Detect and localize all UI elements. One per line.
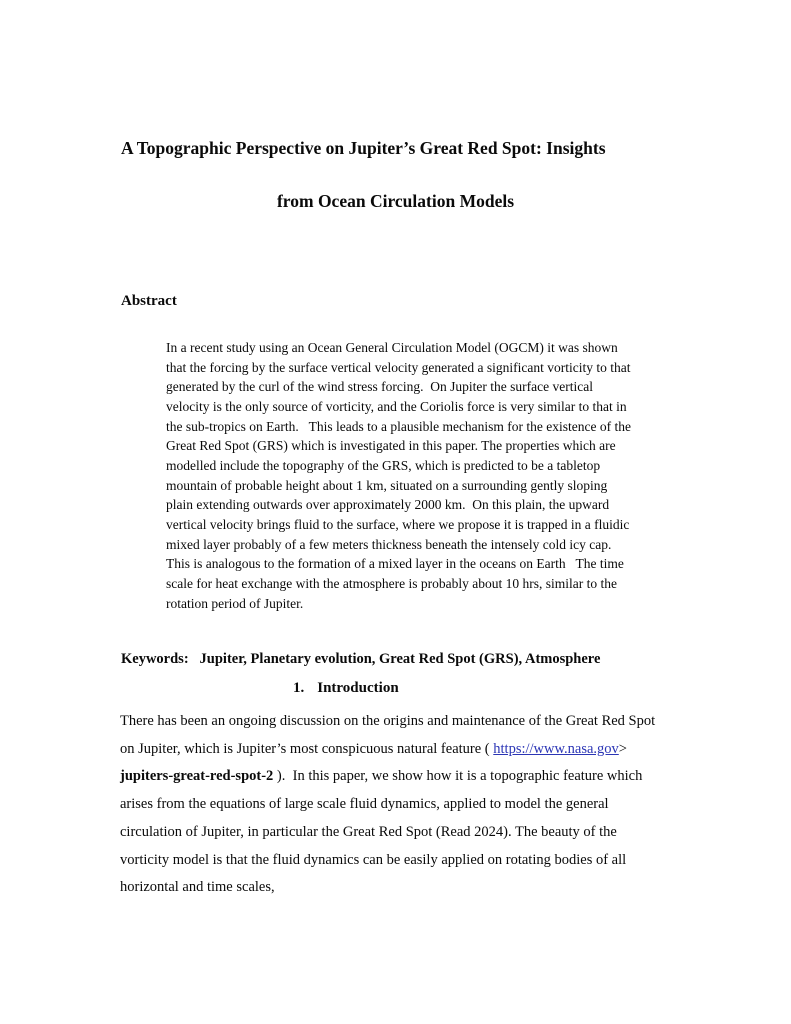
intro-line: There has been an ongoing discussion on the origins and maintenance of the Great Red Spot bbox=[120, 713, 656, 729]
section-title: Introduction bbox=[317, 680, 399, 696]
paper-title-line-2: from Ocean Circulation Models bbox=[276, 191, 515, 211]
intro-line2-text: on Jupiter, which is Jupiter’s most conspicuous natural feature ( bbox=[120, 740, 494, 757]
nasa-link[interactable]: https://www.nasa.gov bbox=[493, 740, 619, 757]
abstract-paragraph bbox=[166, 338, 672, 613]
intro-line bbox=[120, 736, 680, 764]
abstract-line: vertical velocity brings fluid to the surface, where we propose it is trapped in a fluidic bbox=[166, 516, 630, 532]
abstract-line: plain extending outwards over approximately 2000 km. On this plain, the upward bbox=[166, 497, 610, 513]
intro-line bbox=[120, 763, 680, 791]
intro-line: arises from the equations of large scale fluid dynamics, applied to model the general bbox=[120, 796, 609, 813]
paper-title-line-1: A Topographic Perspective on Jupiter’s Great Red Spot: Insights bbox=[121, 138, 606, 158]
abstract-heading: Abstract bbox=[121, 293, 177, 309]
abstract-line: This is analogous to the formation of a mixed layer in the oceans on Earth The time bbox=[166, 556, 624, 572]
keywords-line: Keywords: Jupiter, Planetary evolution, Great Red Spot (GRS), Atmosphere bbox=[121, 651, 601, 667]
abstract-line: rotation period of Jupiter. bbox=[166, 595, 304, 611]
intro-line: horizontal and time scales, bbox=[120, 879, 275, 896]
intro-line2-suffix: > bbox=[618, 740, 627, 757]
introduction-heading bbox=[293, 680, 399, 697]
abstract-line: mixed layer probably of a few meters thickness beneath the intensely cold icy cap. bbox=[166, 536, 612, 552]
abstract-line: the sub-tropics on Earth. This leads to a plausible mechanism for the existence of the bbox=[166, 418, 631, 434]
abstract-line: velocity is the only source of vorticity, and the Coriolis force is very similar to that in bbox=[166, 398, 627, 414]
abstract-line: mountain of probable height about 1 km, situated on a surrounding gently sloping bbox=[166, 477, 608, 493]
intro-link-slug-bold: jupiters-great-red-spot-2 bbox=[120, 768, 274, 785]
intro-line3-text: ). In this paper, we show how it is a topographic feature which bbox=[273, 768, 643, 785]
introduction-paragraph bbox=[120, 708, 680, 902]
abstract-line: In a recent study using an Ocean General Circulation Model (OGCM) it was shown bbox=[166, 340, 618, 355]
intro-line: vorticity model is that the fluid dynamics can be easily applied on rotating bodies of all bbox=[120, 851, 627, 868]
abstract-line: scale for heat exchange with the atmosphere is probably about 10 hrs, similar to the bbox=[166, 575, 617, 591]
section-number: 1. bbox=[293, 680, 305, 696]
abstract-line: that the forcing by the surface vertical velocity generated a significant vorticity to that bbox=[166, 359, 631, 375]
abstract-line: generated by the curl of the wind stress forcing. On Jupiter the surface vertical bbox=[166, 379, 593, 395]
intro-line: circulation of Jupiter, in particular the Great Red Spot (Read 2024). The beauty of the bbox=[120, 823, 617, 840]
abstract-line: modelled include the topography of the GRS, which is predicted to be a tabletop bbox=[166, 457, 601, 473]
abstract-line: Great Red Spot (GRS) which is investigated in this paper. The properties which are bbox=[166, 438, 616, 454]
